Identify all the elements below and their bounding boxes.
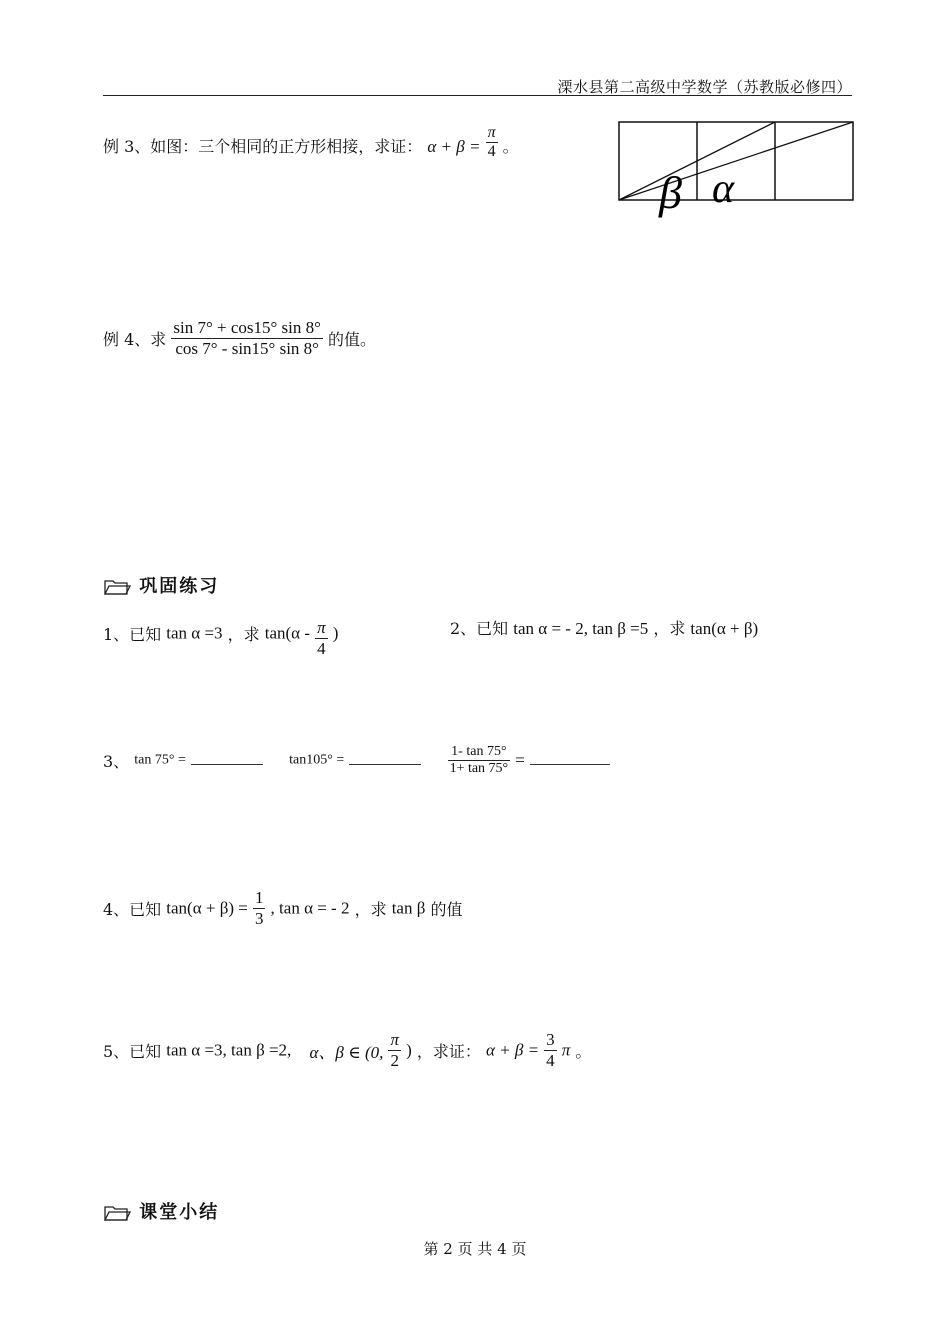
- exercise-2: [450, 616, 758, 639]
- example-4-num: sin 7° + cos15° sin 8°: [173, 318, 321, 337]
- exercise-2-ask: ，求: [653, 619, 686, 638]
- exercise-4-fraction: [253, 888, 266, 929]
- exercise-3-b: tan105° =: [289, 752, 345, 768]
- three-squares-figure: [617, 120, 857, 220]
- example-3-num: π: [487, 124, 496, 141]
- exercise-5-pi: π: [561, 1040, 571, 1060]
- exercise-5-fraction-1: [388, 1030, 401, 1071]
- exercise-5-given: tan α =3, tan β =2,: [166, 1040, 292, 1060]
- exercise-4-den: 3: [254, 909, 264, 928]
- exercise-5-lhs: α + β =: [485, 1040, 540, 1060]
- exercise-5-ask: ，求证：: [416, 1042, 481, 1061]
- example-4-den: cos 7° - sin15° sin 8°: [171, 338, 323, 359]
- exercise-1-fraction: [315, 618, 328, 659]
- folder-icon: [103, 1203, 131, 1223]
- section-summary: [103, 1198, 219, 1224]
- exercise-3-eq: =: [515, 750, 525, 770]
- example-4-fraction: [171, 318, 323, 359]
- example-4-end: 的值。: [328, 330, 377, 349]
- folder-icon: [103, 577, 131, 597]
- example-3-label: 例 3、如图：三个相同的正方形相接，求证：: [103, 137, 423, 156]
- exercise-1-given: tan α =3: [166, 623, 223, 643]
- exercise-4-end: 的值: [430, 900, 463, 919]
- exercise-3-fraction: [448, 744, 511, 777]
- section-practice-title: 巩固练习: [139, 576, 220, 597]
- exercise-1: [103, 608, 338, 659]
- exercise-5-close: ): [406, 1040, 412, 1060]
- page-footer: 第 2 页 共 4 页: [423, 1240, 527, 1258]
- exercise-1-label: 1、已知: [103, 625, 162, 644]
- example-3-fraction: [486, 124, 498, 161]
- exercise-4-label: 4、已知: [103, 900, 162, 919]
- diagonal-beta: [619, 122, 853, 200]
- exercise-1-expr: tan(α -: [264, 623, 310, 643]
- example-3-den: 4: [486, 142, 498, 161]
- section-practice: [103, 572, 219, 598]
- exercise-5-end: 。: [575, 1042, 592, 1061]
- exercise-5-num1: π: [390, 1030, 400, 1049]
- figure-beta-label: β: [659, 167, 682, 218]
- example-4-label: 例 4、求: [103, 330, 167, 349]
- exercise-3-blank-a[interactable]: [191, 764, 263, 765]
- exercise-2-expr: tan(α + β): [690, 619, 759, 638]
- exercise-5-vars: α、β ∈ (0,: [309, 1043, 384, 1062]
- figure-alpha-label: α: [712, 166, 735, 212]
- exercise-3-a: tan 75° =: [134, 752, 186, 768]
- exercise-2-label: 2、已知: [450, 619, 509, 638]
- exercise-3-blank-c[interactable]: [530, 764, 610, 765]
- exercise-1-ask: ，求: [227, 625, 260, 644]
- exercise-3: [103, 744, 610, 777]
- exercise-1-num: π: [317, 618, 326, 637]
- exercise-3-num: 1- tan 75°: [451, 744, 507, 759]
- exercise-5-label: 5、已知: [103, 1042, 162, 1061]
- exercise-2-given: tan α = - 2, tan β =5: [513, 619, 649, 638]
- exercise-5-den1: 2: [388, 1050, 401, 1071]
- exercise-5-fraction-2: [544, 1030, 557, 1071]
- example-3-end: 。: [502, 137, 519, 156]
- exercise-3-blank-b[interactable]: [349, 764, 421, 765]
- exercise-4-ask: ，求: [354, 900, 387, 919]
- exercise-1-den: 4: [315, 638, 328, 659]
- exercise-4-given: tan(α + β) =: [166, 898, 248, 918]
- exercise-5-den2: 4: [546, 1051, 555, 1070]
- exercise-4-target: tan β: [391, 898, 426, 918]
- example-3-lhs: α + β =: [427, 137, 481, 156]
- exercise-5-num2: 3: [546, 1030, 555, 1049]
- header-rule: [103, 95, 852, 96]
- exercise-3-label: 3、: [103, 752, 130, 771]
- exercise-4: [103, 888, 462, 929]
- exercise-4-num: 1: [254, 888, 264, 907]
- exercise-4-rest: , tan α = - 2: [270, 898, 350, 918]
- exercise-3-den: 1+ tan 75°: [449, 761, 509, 776]
- example-4: [103, 318, 376, 359]
- page-header: 溧水县第二高级中学数学（苏教版必修四）: [557, 78, 852, 96]
- example-3: [103, 124, 519, 161]
- exercise-5: [103, 1030, 591, 1071]
- exercise-1-close: ): [332, 623, 339, 643]
- section-summary-title: 课堂小结: [139, 1202, 220, 1223]
